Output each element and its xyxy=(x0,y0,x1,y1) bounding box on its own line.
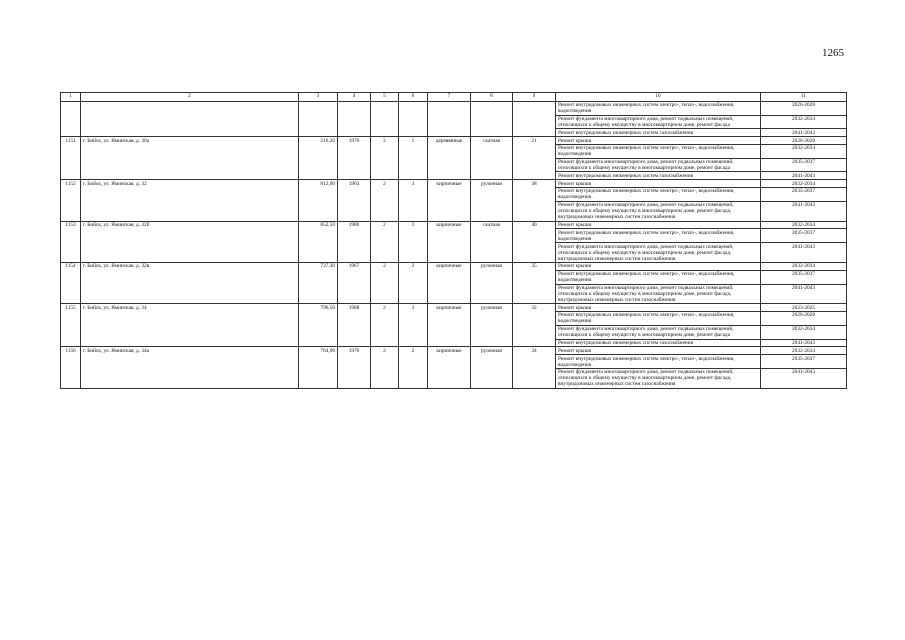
years-cell: 2035-2037 xyxy=(761,188,847,202)
work-cell: Ремонт внутридомовых инженерных систем газоснабжения xyxy=(556,339,761,347)
years-cell: 2026-2028 xyxy=(761,312,847,326)
work-cell: Ремонт фундамента многоквартирного дома, ремонт подвальных помещений, относящихся к общему имуществу в многоквартирном доме, ремонт фасада, внутридомовых инженерных систем газоснабжения xyxy=(556,284,761,304)
year-cell xyxy=(338,101,371,136)
table-row xyxy=(61,101,847,115)
entrances-cell: 2 xyxy=(399,347,428,388)
header-cell: 11 xyxy=(761,93,847,102)
entrances-cell: 3 xyxy=(399,304,428,347)
work-cell: Ремонт фундамента многоквартирного дома, ремонт подвальных помещений, относящихся к общему имуществу в многоквартирном доме, ремонт фасада xyxy=(556,158,761,172)
years-cell: 2041-2043 xyxy=(761,172,847,180)
years-cell: 2035-2037 xyxy=(761,270,847,284)
years-cell: 2026-2028 xyxy=(761,101,847,115)
years-cell: 2041-2043 xyxy=(761,284,847,304)
years-cell: 2023-2025 xyxy=(761,304,847,312)
table-row xyxy=(61,221,847,229)
roof-cell: рулонная xyxy=(471,304,513,347)
entrances-cell xyxy=(399,101,428,136)
years-cell: 2032-2034 xyxy=(761,144,847,158)
years-cell: 2032-2034 xyxy=(761,325,847,339)
header-cell: 10 xyxy=(556,93,761,102)
area-cell: 812,90 xyxy=(299,180,338,221)
work-cell: Ремонт крыши xyxy=(556,137,761,145)
address-cell: г. Бийск, ул. Яминская, д. 30а xyxy=(81,137,299,180)
work-cell: Ремонт крыши xyxy=(556,304,761,312)
work-cell: Ремонт внутридомовых инженерных систем электро-, тепло-, водоснабжения, водоотведения xyxy=(556,312,761,326)
walls-cell xyxy=(428,101,471,136)
years-cell: 2041-2043 xyxy=(761,368,847,388)
work-cell: Ремонт фундамента многоквартирного дома, ремонт подвальных помещений, относящихся к общему имуществу в многоквартирном доме, ремонт фасада xyxy=(556,325,761,339)
address-cell xyxy=(81,101,299,136)
years-cell: 2026-2028 xyxy=(761,137,847,145)
num-cell: 1155 xyxy=(61,304,81,347)
entrances-cell: 3 xyxy=(399,221,428,262)
roof-cell: скатная xyxy=(471,221,513,262)
address-cell: г. Бийск, ул. Яминская, д. 32б xyxy=(81,221,299,262)
header-cell: 9 xyxy=(513,93,556,102)
header-cell: 1 xyxy=(61,93,81,102)
work-cell: Ремонт фундамента многоквартирного дома, ремонт подвальных помещений, относящихся к общему имуществу в многоквартирном доме, ремонт фасада, внутридомовых инженерных систем газоснабжения xyxy=(556,201,761,221)
floors-cell: 2 xyxy=(371,137,399,180)
header-row xyxy=(61,93,847,102)
walls-cell: кирпичные xyxy=(428,221,471,262)
years-cell: 2032-2034 xyxy=(761,115,847,129)
year-cell: 1976 xyxy=(338,347,371,388)
num-cell: 1156 xyxy=(61,347,81,388)
percent-cell: 40 xyxy=(513,221,556,262)
year-cell: 1967 xyxy=(338,262,371,303)
header-cell: 2 xyxy=(81,93,299,102)
years-cell: 2035-2037 xyxy=(761,355,847,369)
address-cell: г. Бийск, ул. Яминская, д. 34а xyxy=(81,347,299,388)
num-cell: 1154 xyxy=(61,262,81,303)
walls-cell: кирпичные xyxy=(428,347,471,388)
header-cell: 7 xyxy=(428,93,471,102)
roof-cell: рулонная xyxy=(471,180,513,221)
walls-cell: деревянные xyxy=(428,137,471,180)
header-cell: 8 xyxy=(471,93,513,102)
work-cell: Ремонт внутридомовых инженерных систем электро-, тепло-, водоснабжения, водоотведения xyxy=(556,229,761,243)
num-cell xyxy=(61,101,81,136)
area-cell: 796,50 xyxy=(299,304,338,347)
work-cell: Ремонт крыши xyxy=(556,180,761,188)
header-cell: 3 xyxy=(299,93,338,102)
walls-cell: кирпичные xyxy=(428,262,471,303)
work-cell: Ремонт внутридомовых инженерных систем электро-, тепло-, водоснабжения, водоотведения xyxy=(556,101,761,115)
work-cell: Ремонт внутридомовых инженерных систем электро-, тепло-, водоснабжения, водоотведения xyxy=(556,355,761,369)
percent-cell xyxy=(513,101,556,136)
percent-cell: 34 xyxy=(513,347,556,388)
entrances-cell: 2 xyxy=(399,262,428,303)
year-cell: 1980 xyxy=(338,221,371,262)
years-cell: 2035-2037 xyxy=(761,158,847,172)
work-cell: Ремонт внутридомовых инженерных систем газоснабжения xyxy=(556,172,761,180)
work-cell: Ремонт крыши xyxy=(556,347,761,355)
percent-cell: 32 xyxy=(513,304,556,347)
work-cell: Ремонт фундамента многоквартирного дома, ремонт подвальных помещений, относящихся к общему имуществу в многоквартирном доме, ремонт фасада xyxy=(556,115,761,129)
percent-cell: 38 xyxy=(513,180,556,221)
roof-cell: рулонная xyxy=(471,347,513,388)
percent-cell: 21 xyxy=(513,137,556,180)
roof-cell: рулонная xyxy=(471,262,513,303)
area-cell: 737,30 xyxy=(299,262,338,303)
years-cell: 2032-2034 xyxy=(761,262,847,270)
year-cell: 1963 xyxy=(338,180,371,221)
work-cell: Ремонт внутридомовых инженерных систем электро-, тепло-, водоснабжения, водоотведения xyxy=(556,144,761,158)
years-cell: 2035-2037 xyxy=(761,229,847,243)
entrances-cell: 1 xyxy=(399,137,428,180)
floors-cell: 2 xyxy=(371,180,399,221)
header-cell: 5 xyxy=(371,93,399,102)
header-cell: 4 xyxy=(338,93,371,102)
num-cell: 1152 xyxy=(61,180,81,221)
walls-cell: кирпичные xyxy=(428,180,471,221)
floors-cell: 2 xyxy=(371,347,399,388)
years-cell: 2041-2043 xyxy=(761,243,847,263)
work-cell: Ремонт внутридомовых инженерных систем электро-, тепло-, водоснабжения, водоотведения xyxy=(556,270,761,284)
area-cell: 216,20 xyxy=(299,137,338,180)
area-cell xyxy=(299,101,338,136)
work-cell: Ремонт крыши xyxy=(556,262,761,270)
floors-cell xyxy=(371,101,399,136)
address-cell: г. Бийск, ул. Яминская, д. 34 xyxy=(81,304,299,347)
num-cell: 1153 xyxy=(61,221,81,262)
area-cell: 764,90 xyxy=(299,347,338,388)
work-cell: Ремонт фундамента многоквартирного дома, ремонт подвальных помещений, относящихся к общему имуществу в многоквартирном доме, ремонт фасада, внутридомовых инженерных систем газоснабжения xyxy=(556,368,761,388)
percent-cell: 35 xyxy=(513,262,556,303)
header-cell: 6 xyxy=(399,93,428,102)
year-cell: 1976 xyxy=(338,137,371,180)
floors-cell: 2 xyxy=(371,262,399,303)
floors-cell: 2 xyxy=(371,304,399,347)
work-cell: Ремонт фундамента многоквартирного дома, ремонт подвальных помещений, относящихся к общему имуществу в многоквартирном доме, ремонт фасада, внутридомовых инженерных систем газоснабжения xyxy=(556,243,761,263)
years-cell: 2041-2043 xyxy=(761,339,847,347)
work-cell: Ремонт внутридомовых инженерных систем газоснабжения xyxy=(556,129,761,137)
work-cell: Ремонт крыши xyxy=(556,221,761,229)
table xyxy=(60,92,847,389)
floors-cell: 2 xyxy=(371,221,399,262)
roof-cell xyxy=(471,101,513,136)
num-cell: 1151 xyxy=(61,137,81,180)
table-row xyxy=(61,304,847,312)
years-cell: 2041-2043 xyxy=(761,129,847,137)
years-cell: 2032-2034 xyxy=(761,221,847,229)
table-row xyxy=(61,137,847,145)
years-cell: 2032-2034 xyxy=(761,347,847,355)
address-cell: г. Бийск, ул. Яминская, д. 32в xyxy=(81,262,299,303)
page-number: 1265 xyxy=(822,47,844,59)
repair-schedule-table xyxy=(60,92,846,389)
years-cell: 2041-2043 xyxy=(761,201,847,221)
walls-cell: кирпичные xyxy=(428,304,471,347)
work-cell: Ремонт внутридомовых инженерных систем электро-, тепло-, водоснабжения, водоотведения xyxy=(556,188,761,202)
table-row xyxy=(61,347,847,355)
area-cell: 852,50 xyxy=(299,221,338,262)
entrances-cell: 3 xyxy=(399,180,428,221)
years-cell: 2032-2034 xyxy=(761,180,847,188)
table-row xyxy=(61,180,847,188)
address-cell: г. Бийск, ул. Яминская, д. 32 xyxy=(81,180,299,221)
roof-cell: скатная xyxy=(471,137,513,180)
year-cell: 1988 xyxy=(338,304,371,347)
table-row xyxy=(61,262,847,270)
